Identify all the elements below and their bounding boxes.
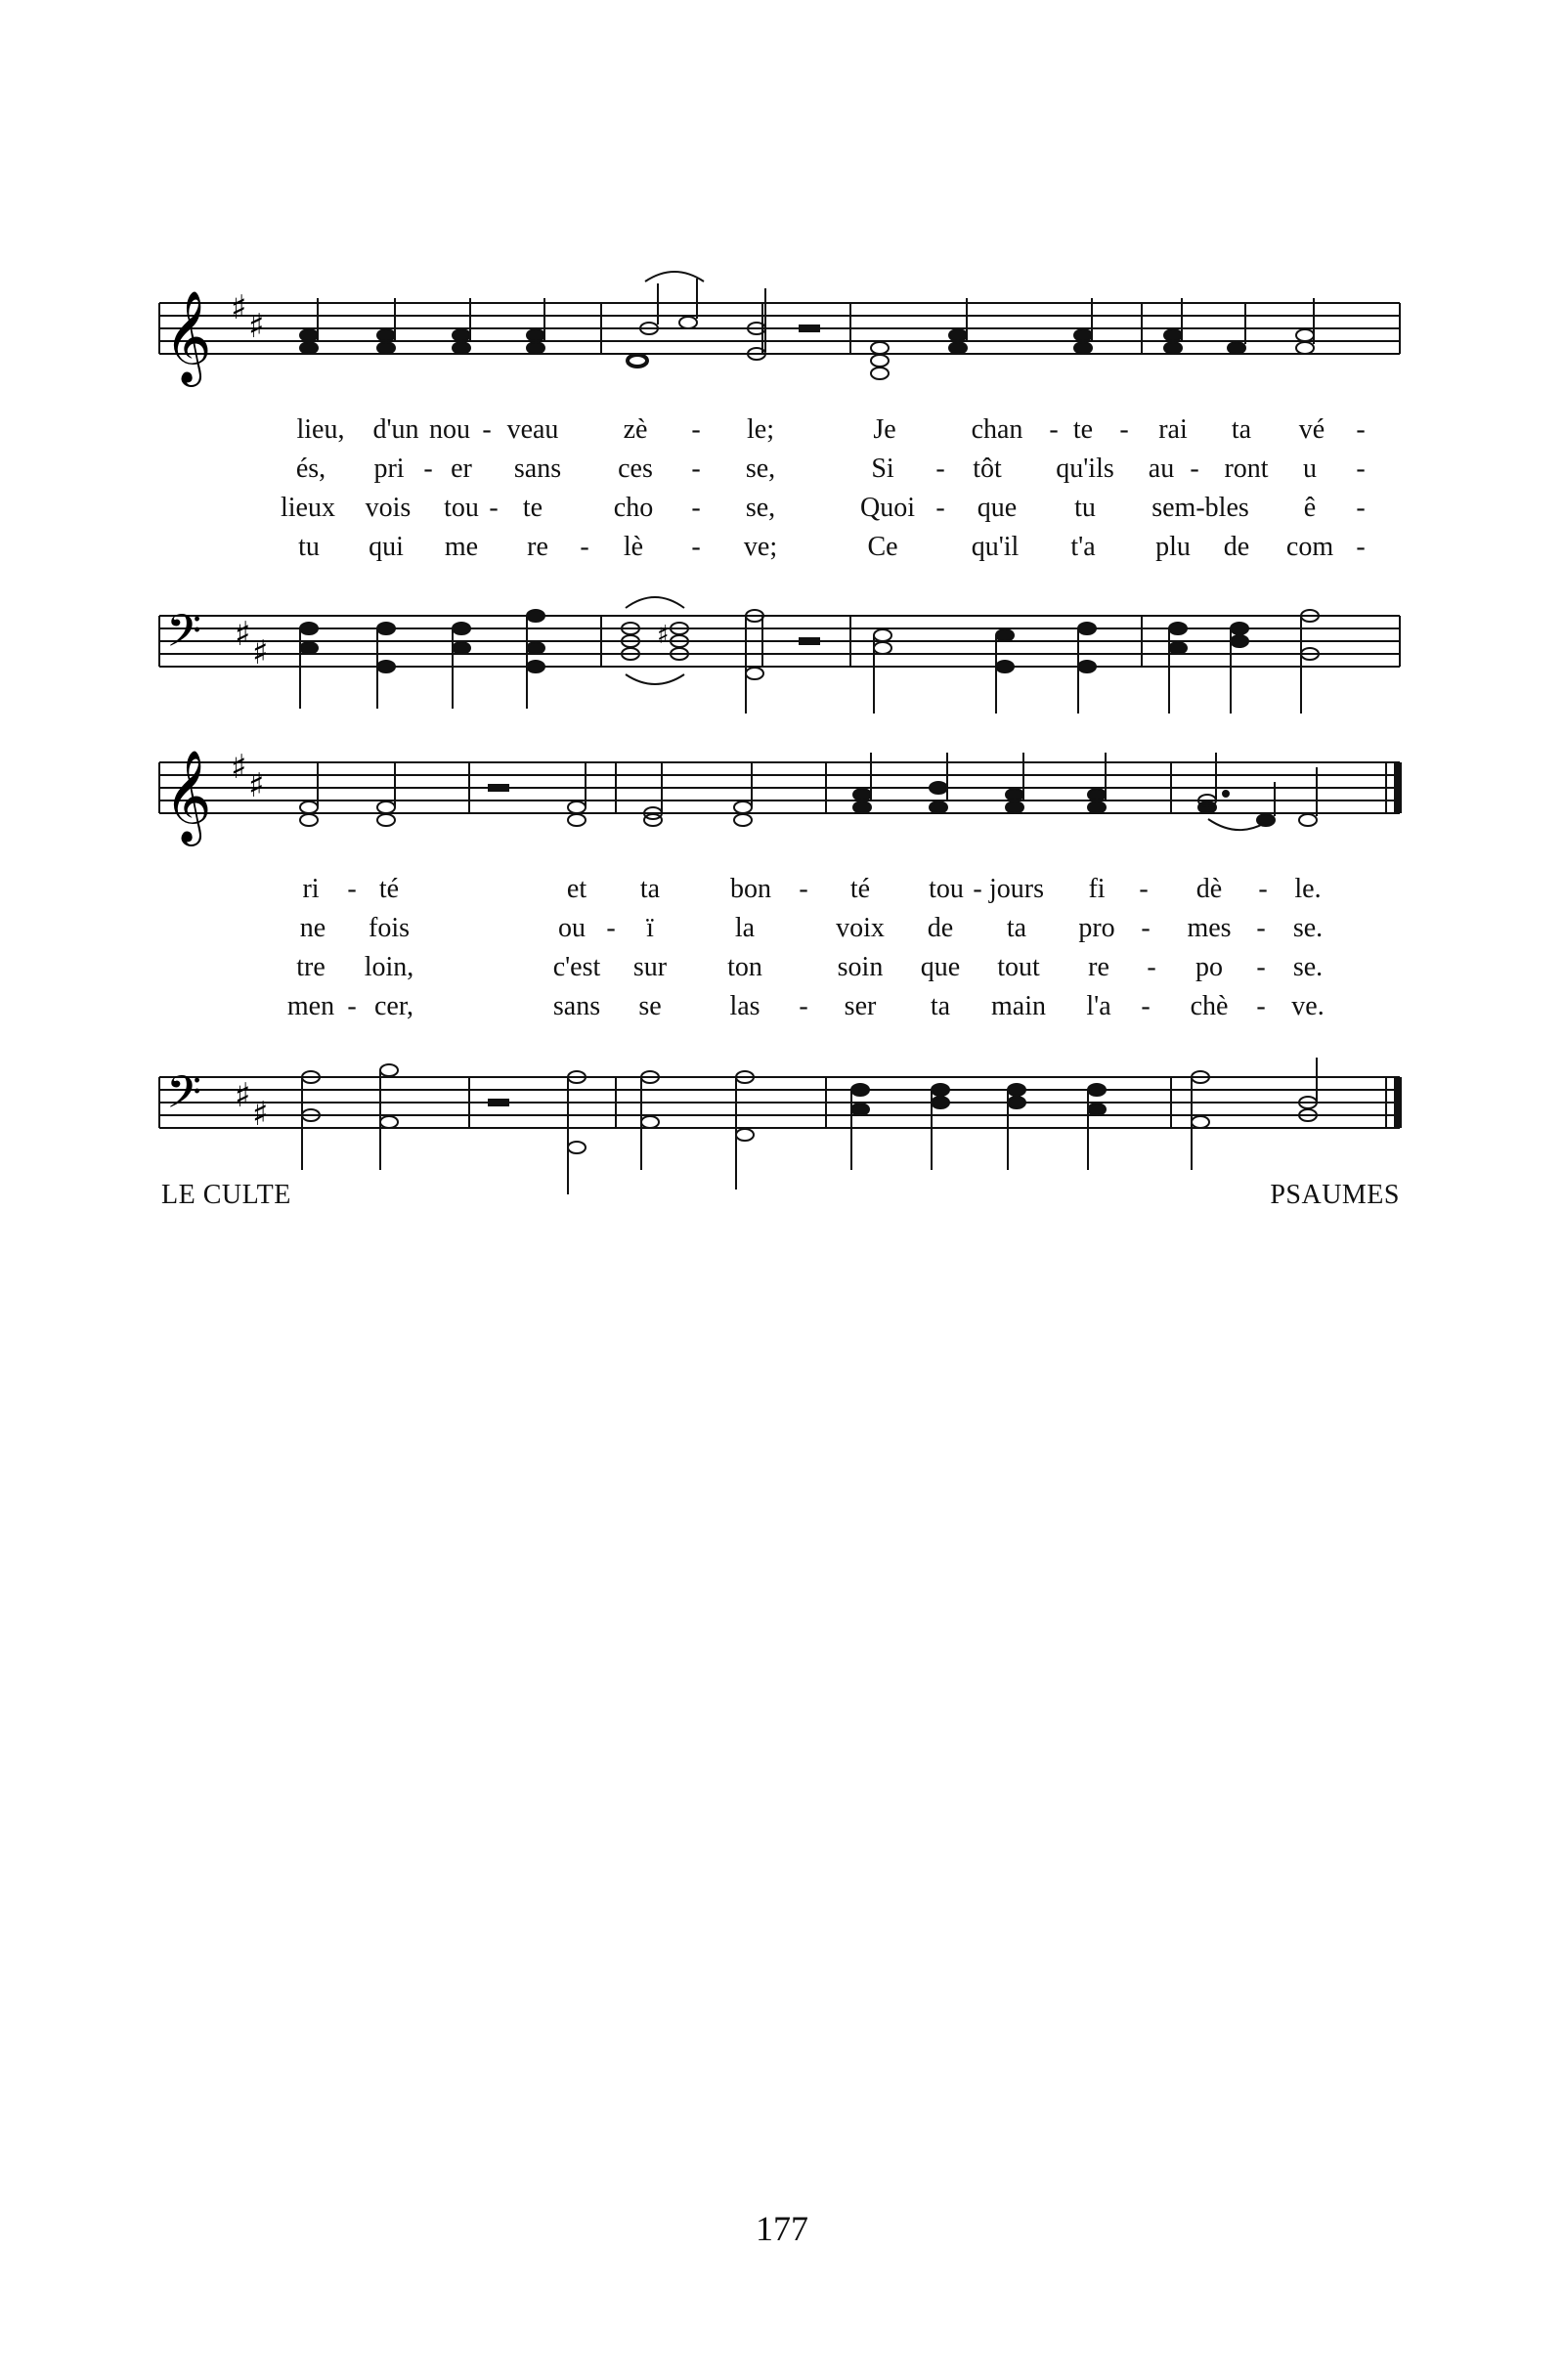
lyric-syllable: las xyxy=(729,991,760,1021)
system2-lyric-verse-4 xyxy=(0,987,1564,1026)
lyric-syllable: - xyxy=(691,454,701,484)
treble-clef-icon: 𝄞 xyxy=(164,290,212,383)
page-number: 177 xyxy=(756,2209,808,2248)
svg-text:♯: ♯ xyxy=(235,1076,251,1115)
svg-text:♯: ♯ xyxy=(248,307,265,346)
lyric-syllable: po xyxy=(1195,952,1223,982)
lyric-syllable: tre xyxy=(296,952,326,982)
lyric-syllable: ta xyxy=(639,874,661,904)
lyric-syllable: - xyxy=(1141,991,1151,1021)
lyric-syllable: se, xyxy=(745,454,776,484)
lyric-syllable: er xyxy=(451,454,472,484)
system2-lyric-verse-2 xyxy=(0,909,1564,948)
lyric-syllable: - xyxy=(1119,414,1129,445)
lyric-syllable: cho xyxy=(613,493,654,523)
lyric-syllable: d'un xyxy=(372,414,419,445)
svg-text:♯: ♯ xyxy=(252,633,269,672)
lyric-syllable: ve; xyxy=(743,532,778,562)
system2-lyric-verse-3 xyxy=(0,948,1564,987)
lyric-syllable: - xyxy=(1356,414,1366,445)
lyric-syllable: vé xyxy=(1298,414,1325,445)
lyric-syllable: - xyxy=(1049,414,1059,445)
lyric-syllable: - xyxy=(1256,952,1266,982)
lyric-syllable: - xyxy=(1139,874,1149,904)
lyric-syllable: mes xyxy=(1187,913,1232,943)
lyric-syllable: le; xyxy=(747,414,774,445)
lyric-syllable: - xyxy=(580,532,589,562)
lyric-syllable: veau xyxy=(506,414,559,445)
lyric-syllable: ne xyxy=(299,913,326,943)
lyric-syllable: re xyxy=(1088,952,1109,982)
lyric-syllable: - xyxy=(935,454,945,484)
lyric-syllable: chè xyxy=(1190,991,1229,1021)
svg-text:♯: ♯ xyxy=(235,615,251,654)
lyric-syllable: te xyxy=(522,493,543,523)
lyric-syllable: ser xyxy=(844,991,877,1021)
system1-lyrics xyxy=(0,411,1564,577)
lyric-syllable: - xyxy=(935,493,945,523)
lyric-syllable: tou xyxy=(444,493,479,523)
lyric-syllable: sans xyxy=(552,991,601,1021)
key-signature-sharps xyxy=(235,615,268,672)
lyric-syllable: ront xyxy=(1224,454,1269,484)
system1-lyric-verse-4 xyxy=(0,528,1564,567)
lyric-syllable: - xyxy=(973,874,982,904)
lyric-syllable: dè xyxy=(1195,874,1223,904)
lyric-syllable: pri xyxy=(373,454,405,484)
lyric-syllable: ta xyxy=(1231,414,1252,445)
bass-clef-icon: 𝄢 xyxy=(166,1066,202,1130)
lyric-syllable: - xyxy=(423,454,433,484)
lyric-syllable: - xyxy=(1258,874,1268,904)
lyric-syllable: - xyxy=(691,532,701,562)
lyric-syllable: nou xyxy=(429,414,470,445)
lyric-syllable: - xyxy=(1141,913,1151,943)
lyric-syllable: té xyxy=(849,874,871,904)
lyric-syllable: ri xyxy=(302,874,320,904)
lyric-syllable: fi xyxy=(1088,874,1106,904)
system1-treble-staff xyxy=(0,254,1564,430)
lyric-syllable: tôt xyxy=(973,454,1002,484)
system1-lyric-verse-3 xyxy=(0,489,1564,528)
lyric-syllable: men xyxy=(286,991,335,1021)
lyric-syllable: té xyxy=(378,874,400,904)
lyric-syllable: vois xyxy=(365,493,412,523)
system1-lyric-verse-2 xyxy=(0,450,1564,489)
lyric-syllable: sur xyxy=(632,952,668,982)
system2-treble-staff xyxy=(0,714,1564,889)
lyric-syllable: - xyxy=(482,414,492,445)
lyric-syllable: lieu, xyxy=(296,414,345,445)
svg-text:♯: ♯ xyxy=(231,748,247,787)
svg-text:♯: ♯ xyxy=(248,766,265,805)
lyric-syllable: jours xyxy=(989,874,1044,904)
lyric-syllable: Quoi xyxy=(860,493,915,523)
lyric-syllable: ton xyxy=(727,952,762,982)
lyric-syllable: ta xyxy=(1006,913,1027,943)
lyric-syllable: bon xyxy=(730,874,771,904)
lyric-syllable: main xyxy=(991,991,1046,1021)
lyric-syllable: chan xyxy=(971,414,1023,445)
system2-lyrics xyxy=(0,870,1564,1036)
lyric-syllable: és, xyxy=(295,454,326,484)
lyric-syllable: - xyxy=(799,874,808,904)
lyric-syllable: - xyxy=(1356,493,1366,523)
lyric-syllable: re xyxy=(527,532,548,562)
lyric-syllable: lieux xyxy=(281,493,335,523)
lyric-syllable: tout xyxy=(997,952,1040,982)
lyric-syllable: l'a xyxy=(1086,991,1111,1021)
lyric-syllable: - xyxy=(347,991,357,1021)
lyric-syllable: se. xyxy=(1292,913,1324,943)
bass-clef-icon: 𝄢 xyxy=(166,605,202,669)
lyric-syllable: la xyxy=(734,913,756,943)
lyric-syllable: sans xyxy=(513,454,562,484)
system1-lyric-verse-1 xyxy=(0,411,1564,450)
lyric-syllable: - xyxy=(691,493,701,523)
svg-text:♯: ♯ xyxy=(252,1095,269,1134)
lyric-syllable: zè xyxy=(623,414,648,445)
lyric-syllable: se. xyxy=(1292,952,1324,982)
footer-left-label: LE CULTE xyxy=(161,1180,291,1210)
lyric-syllable: ces xyxy=(618,454,653,484)
lyric-syllable: pro xyxy=(1078,913,1115,943)
lyric-syllable: se, xyxy=(745,493,776,523)
system2-lyric-verse-1 xyxy=(0,870,1564,909)
lyric-syllable: que xyxy=(920,952,961,982)
lyric-syllable: - xyxy=(347,874,357,904)
lyric-syllable: ta xyxy=(930,991,951,1021)
lyric-syllable: - xyxy=(489,493,499,523)
lyric-syllable: ê xyxy=(1303,493,1317,523)
key-signature-sharps xyxy=(231,748,264,805)
lyric-syllable: qui xyxy=(369,532,404,562)
lyric-syllable: com xyxy=(1285,532,1334,562)
key-signature-sharps xyxy=(235,1076,268,1134)
lyric-syllable: t'a xyxy=(1070,532,1096,562)
lyric-syllable: loin, xyxy=(364,952,414,982)
lyric-syllable: Ce xyxy=(867,532,898,562)
lyric-syllable: - xyxy=(1256,991,1266,1021)
lyric-syllable: lè xyxy=(623,532,644,562)
lyric-syllable: de xyxy=(927,913,954,943)
lyric-syllable: - xyxy=(799,991,808,1021)
lyric-syllable: de xyxy=(1223,532,1250,562)
lyric-syllable: - xyxy=(691,414,701,445)
lyric-syllable: te xyxy=(1072,414,1094,445)
lyric-syllable: me xyxy=(444,532,479,562)
lyric-syllable: - xyxy=(1356,532,1366,562)
lyric-syllable: et xyxy=(566,874,587,904)
lyric-syllable: tu xyxy=(1074,493,1096,523)
lyric-syllable: voix xyxy=(836,913,885,943)
lyric-syllable: - xyxy=(1356,454,1366,484)
lyric-syllable: - xyxy=(1256,913,1266,943)
lyric-syllable: - xyxy=(606,913,616,943)
lyric-syllable: cer, xyxy=(373,991,414,1021)
key-signature-sharps xyxy=(231,288,264,346)
treble-clef-icon: 𝄞 xyxy=(164,750,212,843)
lyric-syllable: rai xyxy=(1158,414,1188,445)
lyric-syllable: c'est xyxy=(552,952,601,982)
lyric-syllable: plu xyxy=(1155,532,1191,562)
lyric-syllable: - xyxy=(1147,952,1156,982)
lyric-syllable: au xyxy=(1148,454,1175,484)
lyric-syllable: u xyxy=(1303,454,1317,484)
lyric-syllable: fois xyxy=(369,913,410,943)
lyric-syllable: se xyxy=(638,991,662,1021)
lyric-syllable: qu'ils xyxy=(1056,454,1114,484)
lyric-syllable: ï xyxy=(646,913,654,943)
lyric-syllable: tu xyxy=(298,532,320,562)
svg-text:♯: ♯ xyxy=(657,621,670,650)
lyric-syllable: tou xyxy=(929,874,964,904)
lyric-syllable: Si xyxy=(871,454,894,484)
lyric-syllable: sem-bles xyxy=(1151,493,1249,523)
lyric-syllable: ve. xyxy=(1291,991,1325,1021)
svg-text:♯: ♯ xyxy=(231,288,247,327)
lyric-syllable: le. xyxy=(1294,874,1322,904)
lyric-syllable: - xyxy=(1190,454,1199,484)
footer-right-label: PSAUMES xyxy=(1270,1180,1400,1210)
lyric-syllable: soin xyxy=(837,952,884,982)
lyric-syllable: ou xyxy=(558,913,586,943)
lyric-syllable: qu'il xyxy=(971,532,1020,562)
lyric-syllable: que xyxy=(977,493,1018,523)
lyric-syllable: Je xyxy=(873,414,896,445)
